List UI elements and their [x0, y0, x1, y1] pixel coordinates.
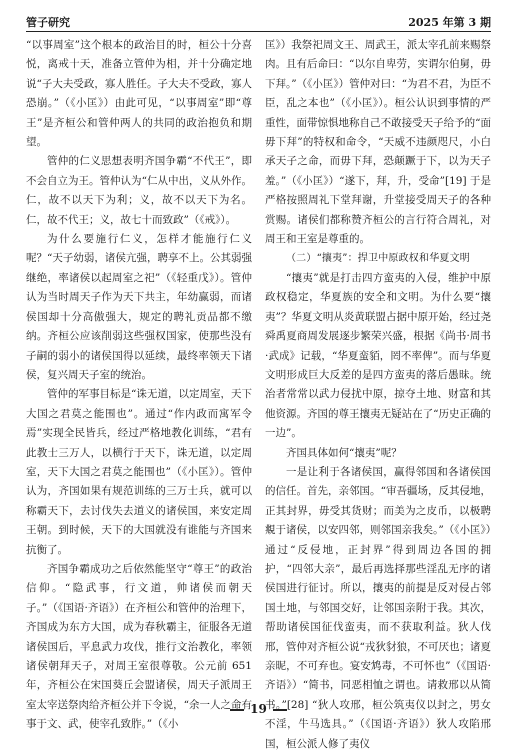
page-number: 19 — [250, 702, 267, 716]
running-header — [26, 10, 491, 30]
left-column — [26, 36, 252, 735]
journal-name: 管子研究 — [26, 16, 70, 29]
right-column — [265, 36, 491, 754]
paragraph: 为什么要施行仁义，怎样才能施行仁义呢？“天子幼弱，诸侯亢强，聘享不上。公其弱强继绝，率诸侯以起周室之祀”（《轻重戊》）。管仲认为当时周天子作为天下共主，年幼赢弱，而诸侯国却十分高傲强大，规定的聘礼贡品都不缴纳。齐桓公应该削弱这些强权国家，使那些没有子嗣的弱小的诸侯国得以延续，最终率领天下诸侯，复兴周天子室的统治。 — [26, 233, 252, 381]
paragraph: 管仲的仁义思想表明齐国争霸“不代王”，即不会自立为王。管仲认为“仁从中出，义从外作。仁，故不以天下为利；义，故不以天下为名。仁，故不代王；义，故七十而致政”（《戒》）。 — [26, 155, 252, 226]
footer-dash-left — [230, 709, 244, 711]
footer-dash-right — [273, 709, 287, 711]
paragraph: 管仲的军事目标是“诛无道，以定周室，天下大国之君莫之能围也”。通过“作内政而寓军令焉”实现全民皆兵，经过严格地教化训练，“君有此教士三万人，以横行于天下，诛无道，以定周室，天下大国之君莫之能围也”（《小匡》）。管仲认为，齐国如果有规范训练的三万士兵，就可以称霸天下，去讨伐失去道义的诸侯国，来安定周王朝。到时候，天下的大国就没有谁能与齐国来抗衡了。 — [26, 388, 252, 556]
issue-label: 2025 年第 3 期 — [408, 16, 491, 29]
header-rule — [26, 31, 491, 32]
page-footer — [0, 702, 517, 716]
paragraph: 匡》）我祭祀周文王、周武王，派太宰孔前来赐祭肉。且有后命曰：“以尔自卑劳，实谓尔伯舅，毋下拜。”（《小匡》）管仲对曰：“为君不君，为臣不臣，乱之本也”（《小匡》）。桓公认识到事情的严重性，面带惊惧地称自己不敢接受天子给予的“面毋下拜”的特权和命令，“天威不违颜咫尺，小白承天子之命，而毋下拜，恐颠蹶于下，以为天子羞。”（《小匡》）“遂下，拜，升，受命”[19] 于是严格按照周礼下堂拜谢，升堂接受周天子的各种赏赐。诸侯们都称赞齐桓公的言行符合周礼，对周王和王室是尊重的。 — [265, 39, 491, 246]
paragraph: 齐国争霸成功之后依然能坚守“尊王”的政治信仰。“隐武事，行文道，帅诸侯而朝天子。”（《国语·齐语》）在齐桓公和管仲的治理下，齐国成为东方大国，成为春秋霸主，征服各无道诸侯国后，平息武力攻伐，推行文治教化，率领诸侯朝拜天子，对周王室很尊敬。公元前 651 年，齐桓公在宋国葵丘会盟诸侯，周天子派周王室太宰送祭肉给齐桓公并下令说，“余一人之命有事于文、武，使宰孔致胙。”（《小 — [26, 562, 252, 731]
paragraph: 齐国具体如何“攘夷”呢？ — [286, 446, 402, 459]
section-heading: （二）“攘夷”：捍卫中原政权和华夏文明 — [285, 253, 471, 265]
paragraph: “攘夷”就是打击四方蛮夷的入侵，维护中原政权稳定，华夏族的安全和文明。为什么要“攘夷”？华夏文明从炎黄联盟占据中原开始，经过尧舜禹夏商周发展逐步繁荣兴盛，根据《尚书·周书·武成》记载，“华夏蛮貊，罔不率俾”。而与华夏文明形成巨大反差的是四方蛮夷的落后愚昧。统治者常常以武力侵扰中原，掠夺土地、财富和其他资源。齐国的尊王攘夷无疑站在了“历史正确的一边”。 — [265, 271, 491, 440]
paragraph: 一是让利于各诸侯国，赢得邻国和各诸侯国的信任。首先，亲邻国。“审吾疆场，反其侵地，正其封界，毋受其货财；而美为之皮币，以极聘覜于诸侯，以安四邻，则邻国亲我矣。”（《小匡》）通过“反侵地，正封界”得到周边各国的拥护，“四邻大亲”，最后再选择那些淫乱无序的诸侯国进行征讨。所以，攘夷的前提是反对侵占邻国土地，与邻国交好，让邻国亲附于我。其次，帮助诸侯国征伐蛮夷，而不获取利益。狄人伐邢，管仲对齐桓公说“戎狄豺狼，不可厌也；诸夏亲昵，不可弃也。宴安鸩毒，不可怀也”（《国语·齐语》）“简书，同恶相恤之谓也。请救邢以从简书。”[28] “狄人攻邢，桓公筑夷仪以封之，男女不淫，牛马选具。”（《国语·齐语》）狄人攻陷邢国，桓公派人修了夷仪 — [265, 465, 491, 750]
paragraph: “以事周室”这个根本的政治目的时，桓公十分喜悦，离戒十天，准备立管仲为相，并十分确定地说“子大夫受政，寡人胜任。子大夫不受政，寡人恐崩。”（《小匡》）由此可见，“以事周室”即“尊王”是齐桓公和管仲两人的共同的政治抱负和期望。 — [26, 39, 252, 149]
